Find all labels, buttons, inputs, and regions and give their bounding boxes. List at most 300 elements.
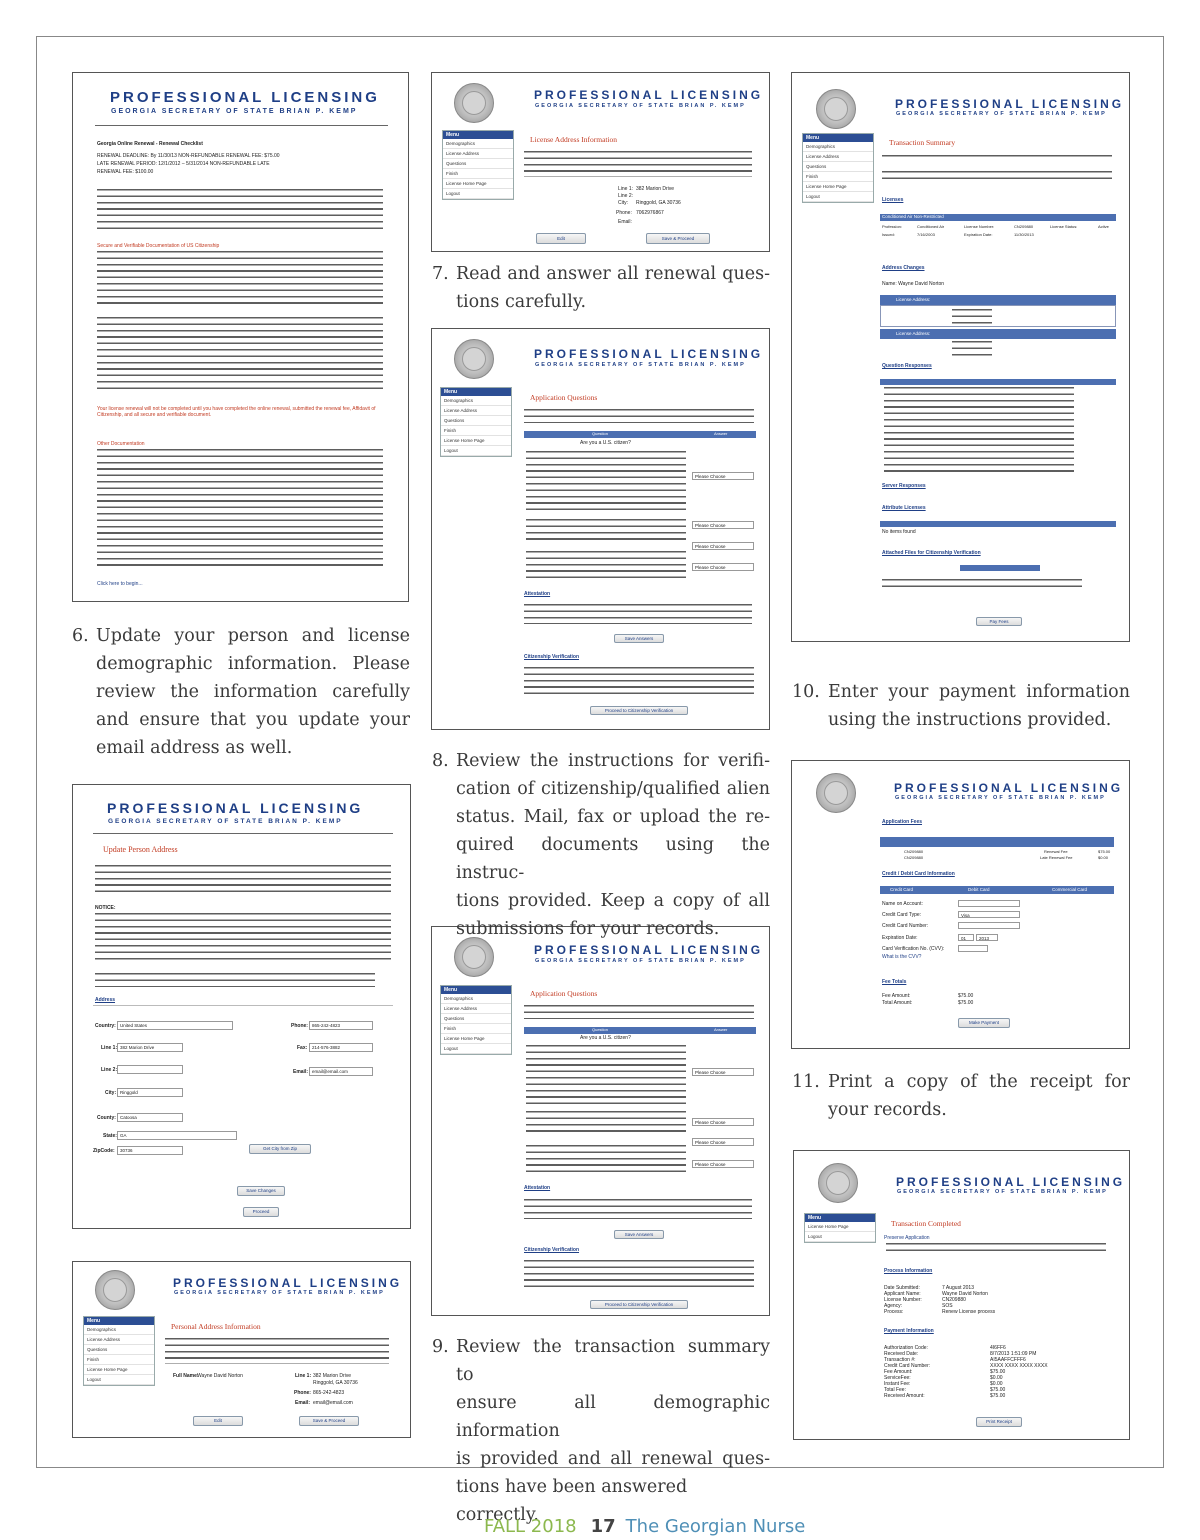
state-select[interactable]: GA (117, 1131, 237, 1140)
question-table-header (880, 379, 1116, 385)
agency-label: Agency: (884, 1303, 903, 1309)
header-subtitle: GEORGIA SECRETARY OF STATE BRIAN P. KEMP (535, 103, 746, 109)
col-question: Question (592, 1027, 609, 1032)
menu-item-license-home[interactable]: License Home Page (84, 1365, 154, 1375)
screenshot-payment (791, 760, 1130, 1049)
instructions-text (524, 151, 752, 177)
menu-item-demographics[interactable]: Demographics (84, 1325, 154, 1335)
menu-item-questions[interactable]: Questions (441, 416, 511, 426)
answer-select[interactable]: Please Choose (692, 1160, 754, 1168)
expiration-value: 11/30/2013 (1014, 232, 1034, 237)
menu-item-finish[interactable]: Finish (441, 1024, 511, 1034)
attached-table-header (960, 565, 1040, 571)
received-amount-label: Received Amount: (884, 1393, 925, 1399)
license-address-label: License Address: (896, 331, 931, 336)
step-line: Review the transaction summary to (456, 1337, 770, 1385)
menu-item-license-address[interactable]: License Address (803, 152, 873, 162)
license-label: License Number: (884, 1297, 922, 1303)
step-line: Review the instructions for verifi- (456, 751, 770, 771)
step-line: is provided and all renewal ques- (456, 1449, 770, 1469)
menu-item-questions[interactable]: Questions (803, 162, 873, 172)
step-line: Read and answer all renewal ques- (456, 264, 770, 284)
proceed-citizenship-button[interactable]: Proceed to Citizenship Verification (590, 1300, 688, 1309)
late-period: LATE RENEWAL PERIOD: 12/1/2012 – 5/31/2014 NON-REFUNDABLE LATE (97, 161, 270, 167)
divider (95, 125, 388, 126)
header-subtitle: GEORGIA SECRETARY OF STATE BRIAN P. KEMP (895, 795, 1106, 801)
question-text (526, 1145, 686, 1175)
step-line: demographic information. Please (96, 654, 410, 674)
city-value: Ringgold, GA 30736 (636, 200, 681, 206)
question-text (526, 519, 686, 543)
total-amount-label: Total Amount: (882, 1000, 913, 1006)
menu-item-license-home[interactable]: License Home Page (803, 182, 873, 192)
licenses-heading: Licenses (882, 197, 904, 203)
preserve-text (886, 1243, 1106, 1255)
step-line: status. Mail, fax or upload the re- (456, 807, 770, 827)
menu-item-logout[interactable]: Logout (803, 192, 873, 202)
city-value: Ringgold, GA 30736 (313, 1380, 358, 1386)
step-line: and ensure that you update your (96, 710, 410, 730)
fee-row-1-num: CN209880 (904, 849, 924, 854)
credit-card-radio[interactable]: Credit Card (890, 887, 914, 892)
card-number-input[interactable] (958, 922, 1020, 929)
side-menu (442, 130, 514, 200)
phone-label: Phone: (291, 1023, 308, 1029)
header-subtitle: GEORGIA SECRETARY OF STATE BRIAN P. KEMP (111, 108, 358, 115)
menu-header: Menu (443, 131, 513, 139)
total-fee-label: Total Fee: (884, 1387, 906, 1393)
line1-value: 382 Marion Drive (636, 186, 675, 192)
process-label: Process: (884, 1309, 904, 1315)
section-title: Application Questions (530, 393, 598, 402)
county-input[interactable]: Catoosa (117, 1113, 183, 1122)
step-line: review the information carefully (96, 682, 410, 702)
menu-item-logout[interactable]: Logout (805, 1232, 875, 1242)
question-responses-text (884, 387, 1074, 475)
question-responses-heading: Question Responses (882, 363, 932, 369)
received-label: Received Date: (884, 1351, 919, 1357)
section-title: Application Questions (530, 989, 598, 998)
fee-row-2-num: CN209880 (904, 855, 924, 860)
line1-label: Line 1: (101, 1045, 118, 1051)
fees-table-header (880, 837, 1114, 847)
card-value: XXXX XXXX XXXX XXXX (990, 1363, 1048, 1369)
menu-item-license-address[interactable]: License Address (84, 1335, 154, 1345)
step-number: 10. (792, 682, 820, 702)
menu-item-demographics[interactable]: Demographics (443, 139, 513, 149)
line1-label: Line 1: (618, 186, 634, 192)
header-subtitle: GEORGIA SECRETARY OF STATE BRIAN P. KEMP (535, 958, 746, 964)
step-text (96, 622, 410, 762)
attestation-heading: Attestation (524, 591, 551, 597)
phone-value: 7062976867 (636, 210, 664, 216)
state-seal-icon (454, 83, 494, 123)
cvv-label: Card Verification No. (CVV): (882, 946, 945, 952)
edit-button[interactable]: Edit (536, 233, 586, 244)
fee-row-2-amount: $0.00 (1098, 855, 1109, 860)
side-menu (83, 1316, 155, 1386)
paragraph-text (97, 449, 383, 569)
agency-value: SOS (942, 1303, 953, 1309)
attestation-heading: Attestation (524, 1185, 551, 1191)
header-title: PROFESSIONAL LICENSING (895, 97, 1125, 111)
process-info-heading: Process Information (884, 1268, 933, 1274)
other-doc-heading: Other Documentation (97, 441, 145, 447)
step-line: ensure all demographic information (456, 1393, 770, 1441)
menu-item-demographics[interactable]: Demographics (441, 396, 511, 406)
state-seal-icon (816, 773, 856, 813)
header-title: PROFESSIONAL LICENSING (534, 88, 764, 102)
step-line: Update your person and license (96, 626, 410, 646)
country-select[interactable]: United States (117, 1021, 233, 1030)
menu-item-questions[interactable]: Questions (443, 159, 513, 169)
email-label: Email: (295, 1400, 311, 1406)
attestation-text (524, 1199, 752, 1219)
payment-info-heading: Payment Information (884, 1328, 934, 1334)
fee-amount-label: Fee Amount: (882, 993, 911, 999)
email-label: Email: (618, 219, 632, 225)
city-label: City: (105, 1090, 117, 1096)
screenshot-questions (431, 328, 770, 730)
no-items: No items found (882, 529, 916, 535)
menu-item-logout[interactable]: Logout (441, 1044, 511, 1054)
profession-label: Profession: (882, 224, 903, 229)
status-label: License Status: (1050, 224, 1078, 229)
answer-select[interactable]: Please Choose (692, 563, 754, 571)
step-text (456, 260, 770, 316)
menu-header: Menu (84, 1317, 154, 1325)
screenshot-update-person-address (72, 784, 411, 1229)
save-answers-button[interactable]: Save Answers (614, 634, 664, 643)
screenshot-license-address (431, 72, 770, 252)
menu-item-finish[interactable]: Finish (84, 1355, 154, 1365)
step-line: submissions for your records. (456, 919, 720, 939)
proceed-citizenship-button[interactable]: Proceed to Citizenship Verification (590, 706, 688, 715)
exp-month-select[interactable]: 01 (958, 934, 974, 941)
paragraph-text (97, 251, 383, 307)
proceed-button[interactable]: Proceed (243, 1207, 279, 1217)
step-9-caption (432, 1333, 770, 1525)
menu-header: Menu (441, 388, 511, 396)
cvv-help-link[interactable]: What is the CVV? (882, 954, 922, 960)
service-value: $0.00 (990, 1375, 1003, 1381)
name-input[interactable] (958, 900, 1020, 907)
card-type-select[interactable]: Visa (958, 911, 1020, 918)
screenshot-receipt (793, 1150, 1130, 1440)
menu-item-finish[interactable]: Finish (441, 426, 511, 436)
begin-link[interactable]: Click here to begin... (97, 581, 143, 587)
instructions-text (882, 155, 1112, 161)
header-title: PROFESSIONAL LICENSING (107, 800, 364, 816)
menu-item-questions[interactable]: Questions (441, 1014, 511, 1024)
section-title: Transaction Completed (891, 1219, 961, 1228)
full-name-value: Wayne David Norton (197, 1373, 243, 1379)
menu-item-logout[interactable]: Logout (441, 446, 511, 456)
renewal-warning: Your license renewal will not be completed until you have completed the online renewal, submitted the renewal fee, Affidavit of Citizenship, and all secure and verifiable document. (97, 406, 376, 419)
notice-text (95, 913, 391, 963)
save-answers-button[interactable]: Save Answers (614, 1230, 664, 1239)
side-menu (440, 387, 512, 457)
applicant-value: Wayne David Norton (942, 1291, 988, 1297)
question-text (526, 451, 686, 511)
question-1: Are you a U.S. citizen? (580, 440, 631, 446)
license-bar-label: Conditioned Air Non-Restricted (882, 214, 944, 219)
state-seal-icon (95, 1270, 135, 1310)
fax-input[interactable]: 214-576-3882 (309, 1043, 373, 1052)
process-value: Renew License process (942, 1309, 996, 1315)
step-line: your records. (828, 1100, 947, 1120)
menu-item-finish[interactable]: Finish (443, 169, 513, 179)
received-amount-value: $75.00 (990, 1393, 1006, 1399)
menu-item-questions[interactable]: Questions (84, 1345, 154, 1355)
page-footer (484, 1516, 805, 1537)
step-line: tions have been answered correctly. (456, 1477, 688, 1525)
instant-label: Instant Fee: (884, 1381, 911, 1387)
city-input[interactable]: Ringgold (117, 1088, 183, 1097)
section-title: Personal Address Information (171, 1322, 261, 1331)
section-title: Transaction Summary (889, 138, 956, 147)
header-subtitle: GEORGIA SECRETARY OF STATE BRIAN P. KEMP (108, 818, 343, 825)
header-title: PROFESSIONAL LICENSING (894, 781, 1124, 795)
screenshot-renewal-checklist (72, 72, 409, 602)
step-text (828, 678, 1130, 734)
instructions-text (165, 1338, 389, 1364)
menu-item-demographics[interactable]: Demographics (441, 994, 511, 1004)
menu-item-license-home[interactable]: License Home Page (443, 179, 513, 189)
header-title: PROFESSIONAL LICENSING (110, 89, 380, 106)
step-line: tions carefully. (456, 292, 587, 312)
line1-value: 382 Marion Drive (313, 1373, 352, 1379)
address-text (952, 309, 992, 325)
state-seal-icon (454, 937, 494, 977)
step-6-caption (72, 622, 410, 762)
fee-amount-value: $75.00 (958, 993, 974, 999)
fee-row-1-amount: $75.00 (1098, 849, 1111, 854)
print-receipt-button[interactable]: Print Receipt (976, 1417, 1022, 1427)
issued-label: Issued: (882, 232, 895, 237)
phone-label: Phone: (294, 1390, 311, 1396)
header-title: PROFESSIONAL LICENSING (534, 347, 764, 361)
service-label: ServiceFee: (884, 1375, 911, 1381)
address-changes-heading: Address Changes (882, 265, 925, 271)
license-number-value: CN209880 (1014, 224, 1034, 229)
menu-header: Menu (803, 134, 873, 142)
step-11-caption (792, 1068, 1130, 1126)
get-city-button[interactable]: Get City from Zip (249, 1144, 311, 1154)
fee-row-2-desc: Late Renewal Fee (1040, 855, 1073, 860)
status-value: Active (1098, 224, 1109, 229)
total-amount-value: $75.00 (958, 1000, 974, 1006)
name-label: Name on Account: (882, 901, 923, 907)
full-name-label: Full Name: (173, 1373, 199, 1379)
menu-item-license-address[interactable]: License Address (441, 1004, 511, 1014)
state-seal-icon (816, 89, 856, 129)
paragraph-text (97, 317, 383, 393)
menu-item-logout[interactable]: Logout (443, 189, 513, 199)
header-subtitle: GEORGIA SECRETARY OF STATE BRIAN P. KEMP (174, 1290, 385, 1296)
col-question: Question (592, 431, 609, 436)
answer-select[interactable]: Please Choose (692, 542, 754, 550)
auth-label: Authorization Code: (884, 1345, 928, 1351)
screenshot-personal-address (72, 1261, 411, 1438)
make-payment-button[interactable]: Make Payment (958, 1018, 1010, 1028)
step-text (456, 747, 770, 943)
step-line: tions provided. Keep a copy of all (456, 891, 770, 911)
license-address-label: License Address: (896, 297, 931, 302)
state-seal-icon (454, 339, 494, 379)
answer-select[interactable]: Please Choose (692, 472, 754, 480)
header-title: PROFESSIONAL LICENSING (173, 1276, 403, 1290)
line2-input[interactable] (117, 1065, 183, 1074)
exp-year-select[interactable]: 2013 (976, 934, 998, 941)
applicant-label: Applicant Name: (884, 1291, 921, 1297)
step-line: quired documents using the instruc- (456, 835, 770, 883)
line1-input[interactable]: 382 Marion Drive (117, 1043, 183, 1052)
card-info-heading: Credit / Debit Card Information (882, 871, 955, 877)
citizenship-text (524, 667, 754, 695)
question-text (526, 1045, 686, 1105)
save-proceed-button[interactable]: Save & Proceed (646, 233, 710, 244)
step-text (828, 1068, 1130, 1124)
answer-select[interactable]: Please Choose (692, 521, 754, 529)
card-number-label: Credit Card Number: (882, 923, 929, 929)
side-menu (804, 1213, 876, 1243)
checklist-heading: Georgia Online Renewal - Renewal Checklist (97, 141, 203, 147)
answer-select[interactable]: Please Choose (692, 1118, 754, 1126)
screenshot-questions-2 (431, 926, 770, 1316)
side-menu (440, 985, 512, 1055)
update-text (95, 973, 375, 987)
county-label: County: (97, 1115, 116, 1121)
menu-item-license-home[interactable]: License Home Page (441, 436, 511, 446)
country-label: Country: (95, 1023, 116, 1029)
instant-value: $0.00 (990, 1381, 1003, 1387)
save-changes-button[interactable]: Save Changes (237, 1186, 285, 1196)
menu-header: Menu (805, 1214, 875, 1222)
zip-input[interactable]: 30736 (117, 1146, 183, 1155)
menu-item-license-home[interactable]: License Home Page (441, 1034, 511, 1044)
address-text (952, 341, 992, 357)
attached-files-heading: Attached Files for Citizenship Verification (882, 550, 981, 556)
city-label: City: (618, 200, 628, 206)
received-value: 8/7/2013 1:51:09 PM (990, 1351, 1037, 1357)
instructions-text (95, 865, 391, 897)
step-line: Print a copy of the receipt for (828, 1072, 1130, 1092)
header-title: PROFESSIONAL LICENSING (896, 1175, 1126, 1189)
menu-item-finish[interactable]: Finish (803, 172, 873, 182)
date-label: Date Submitted: (884, 1285, 920, 1291)
menu-item-license-home[interactable]: License Home Page (805, 1222, 875, 1232)
divider (93, 1005, 393, 1006)
email-label: Email: (293, 1069, 309, 1075)
license-value: CN209880 (942, 1297, 966, 1303)
question-1: Are you a U.S. citizen? (580, 1035, 631, 1041)
screenshot-transaction-summary (791, 72, 1130, 642)
pay-fees-button[interactable]: Pay Fees (976, 617, 1022, 626)
menu-item-demographics[interactable]: Demographics (803, 142, 873, 152)
fee-totals-heading: Fee Totals (882, 979, 907, 985)
application-fees-heading: Application Fees (882, 819, 923, 825)
step-number: 6. (72, 626, 89, 646)
phone-label: Phone: (616, 210, 632, 216)
menu-item-logout[interactable]: Logout (84, 1375, 154, 1385)
server-responses-heading: Server Responses (882, 483, 926, 489)
footer-season: FALL 2018 (484, 1516, 577, 1537)
email-value: email@email.com (313, 1400, 353, 1406)
instructions-text (524, 409, 754, 423)
step-7-caption (432, 260, 770, 318)
line2-label: Line 2: (618, 193, 634, 199)
fee-row-1-desc: Renewal Fee (1044, 849, 1068, 854)
renewal-deadline: RENEWAL DEADLINE: By 11/30/13 NON-REFUNDABLE RENEWAL FEE: $75.00 (97, 153, 280, 159)
header-subtitle: GEORGIA SECRETARY OF STATE BRIAN P. KEMP (535, 362, 746, 368)
total-fee-value: $75.00 (990, 1387, 1006, 1393)
step-number: 9. (432, 1337, 449, 1357)
attribute-table-header (880, 521, 1116, 527)
email-input[interactable]: email@email.com (309, 1067, 373, 1076)
expiration-label: Expiration Date: (964, 232, 993, 237)
phone-input[interactable]: 865-242-4823 (309, 1021, 373, 1030)
menu-item-license-address[interactable]: License Address (443, 149, 513, 159)
debit-card-radio[interactable]: Debit Card (968, 887, 990, 892)
late-fee: RENEWAL FEE: $100.00 (97, 169, 154, 175)
step-number: 8. (432, 751, 449, 771)
notice-label: NOTICE: (95, 905, 116, 911)
save-proceed-button[interactable]: Save & Proceed (299, 1416, 359, 1426)
section-title: License Address Information (530, 135, 618, 144)
tx-label: Transaction #: (884, 1357, 916, 1363)
card-label: Credit Card Number: (884, 1363, 931, 1369)
confirmation-text (882, 579, 1082, 591)
step-line: email address as well. (96, 738, 293, 758)
menu-item-license-address[interactable]: License Address (441, 406, 511, 416)
step-10-caption (792, 678, 1130, 736)
question-text (526, 1111, 686, 1135)
cvv-input[interactable] (958, 945, 988, 952)
divider (93, 833, 393, 834)
address-heading: Address (95, 997, 116, 1003)
paragraph-text (97, 189, 383, 234)
answer-select[interactable]: Please Choose (692, 1138, 754, 1146)
step-8-caption (432, 747, 770, 939)
issued-value: 7/16/2003 (917, 232, 935, 237)
line2-label: Line 2: (101, 1067, 118, 1073)
expiration-label: Expiration Date: (882, 935, 918, 941)
header-title: PROFESSIONAL LICENSING (534, 943, 764, 957)
date-value: 7 August 2013 (942, 1285, 974, 1291)
col-answer: Answer (714, 1027, 728, 1032)
line1-label: Line 1: (295, 1373, 312, 1379)
section-title: Update Person Address (103, 845, 178, 854)
secure-doc-heading: Secure and Verifiable Documentation of US Citizenship (97, 243, 220, 249)
profession-value: Conditioned Air (917, 224, 945, 229)
name-line: Name: Wayne David Norton (882, 281, 945, 287)
tx-value: AI5AAFFCFFF6 (990, 1357, 1026, 1363)
state-label: State: (103, 1133, 117, 1139)
footer-page-number: 17 (590, 1516, 616, 1537)
answer-select[interactable]: Please Choose (692, 1068, 754, 1076)
license-number-label: License Number: (964, 224, 995, 229)
auth-value: 4I6FF6 (990, 1345, 1006, 1351)
address-box (880, 305, 1116, 327)
edit-button[interactable]: Edit (193, 1416, 243, 1426)
citizenship-text (524, 1260, 754, 1288)
phone-value: 865-242-4823 (313, 1390, 345, 1396)
col-answer: Answer (714, 431, 728, 436)
step-line: Enter your payment information (828, 682, 1130, 702)
menu-header: Menu (441, 986, 511, 994)
commercial-card-radio[interactable]: Commercial Card (1052, 887, 1088, 892)
